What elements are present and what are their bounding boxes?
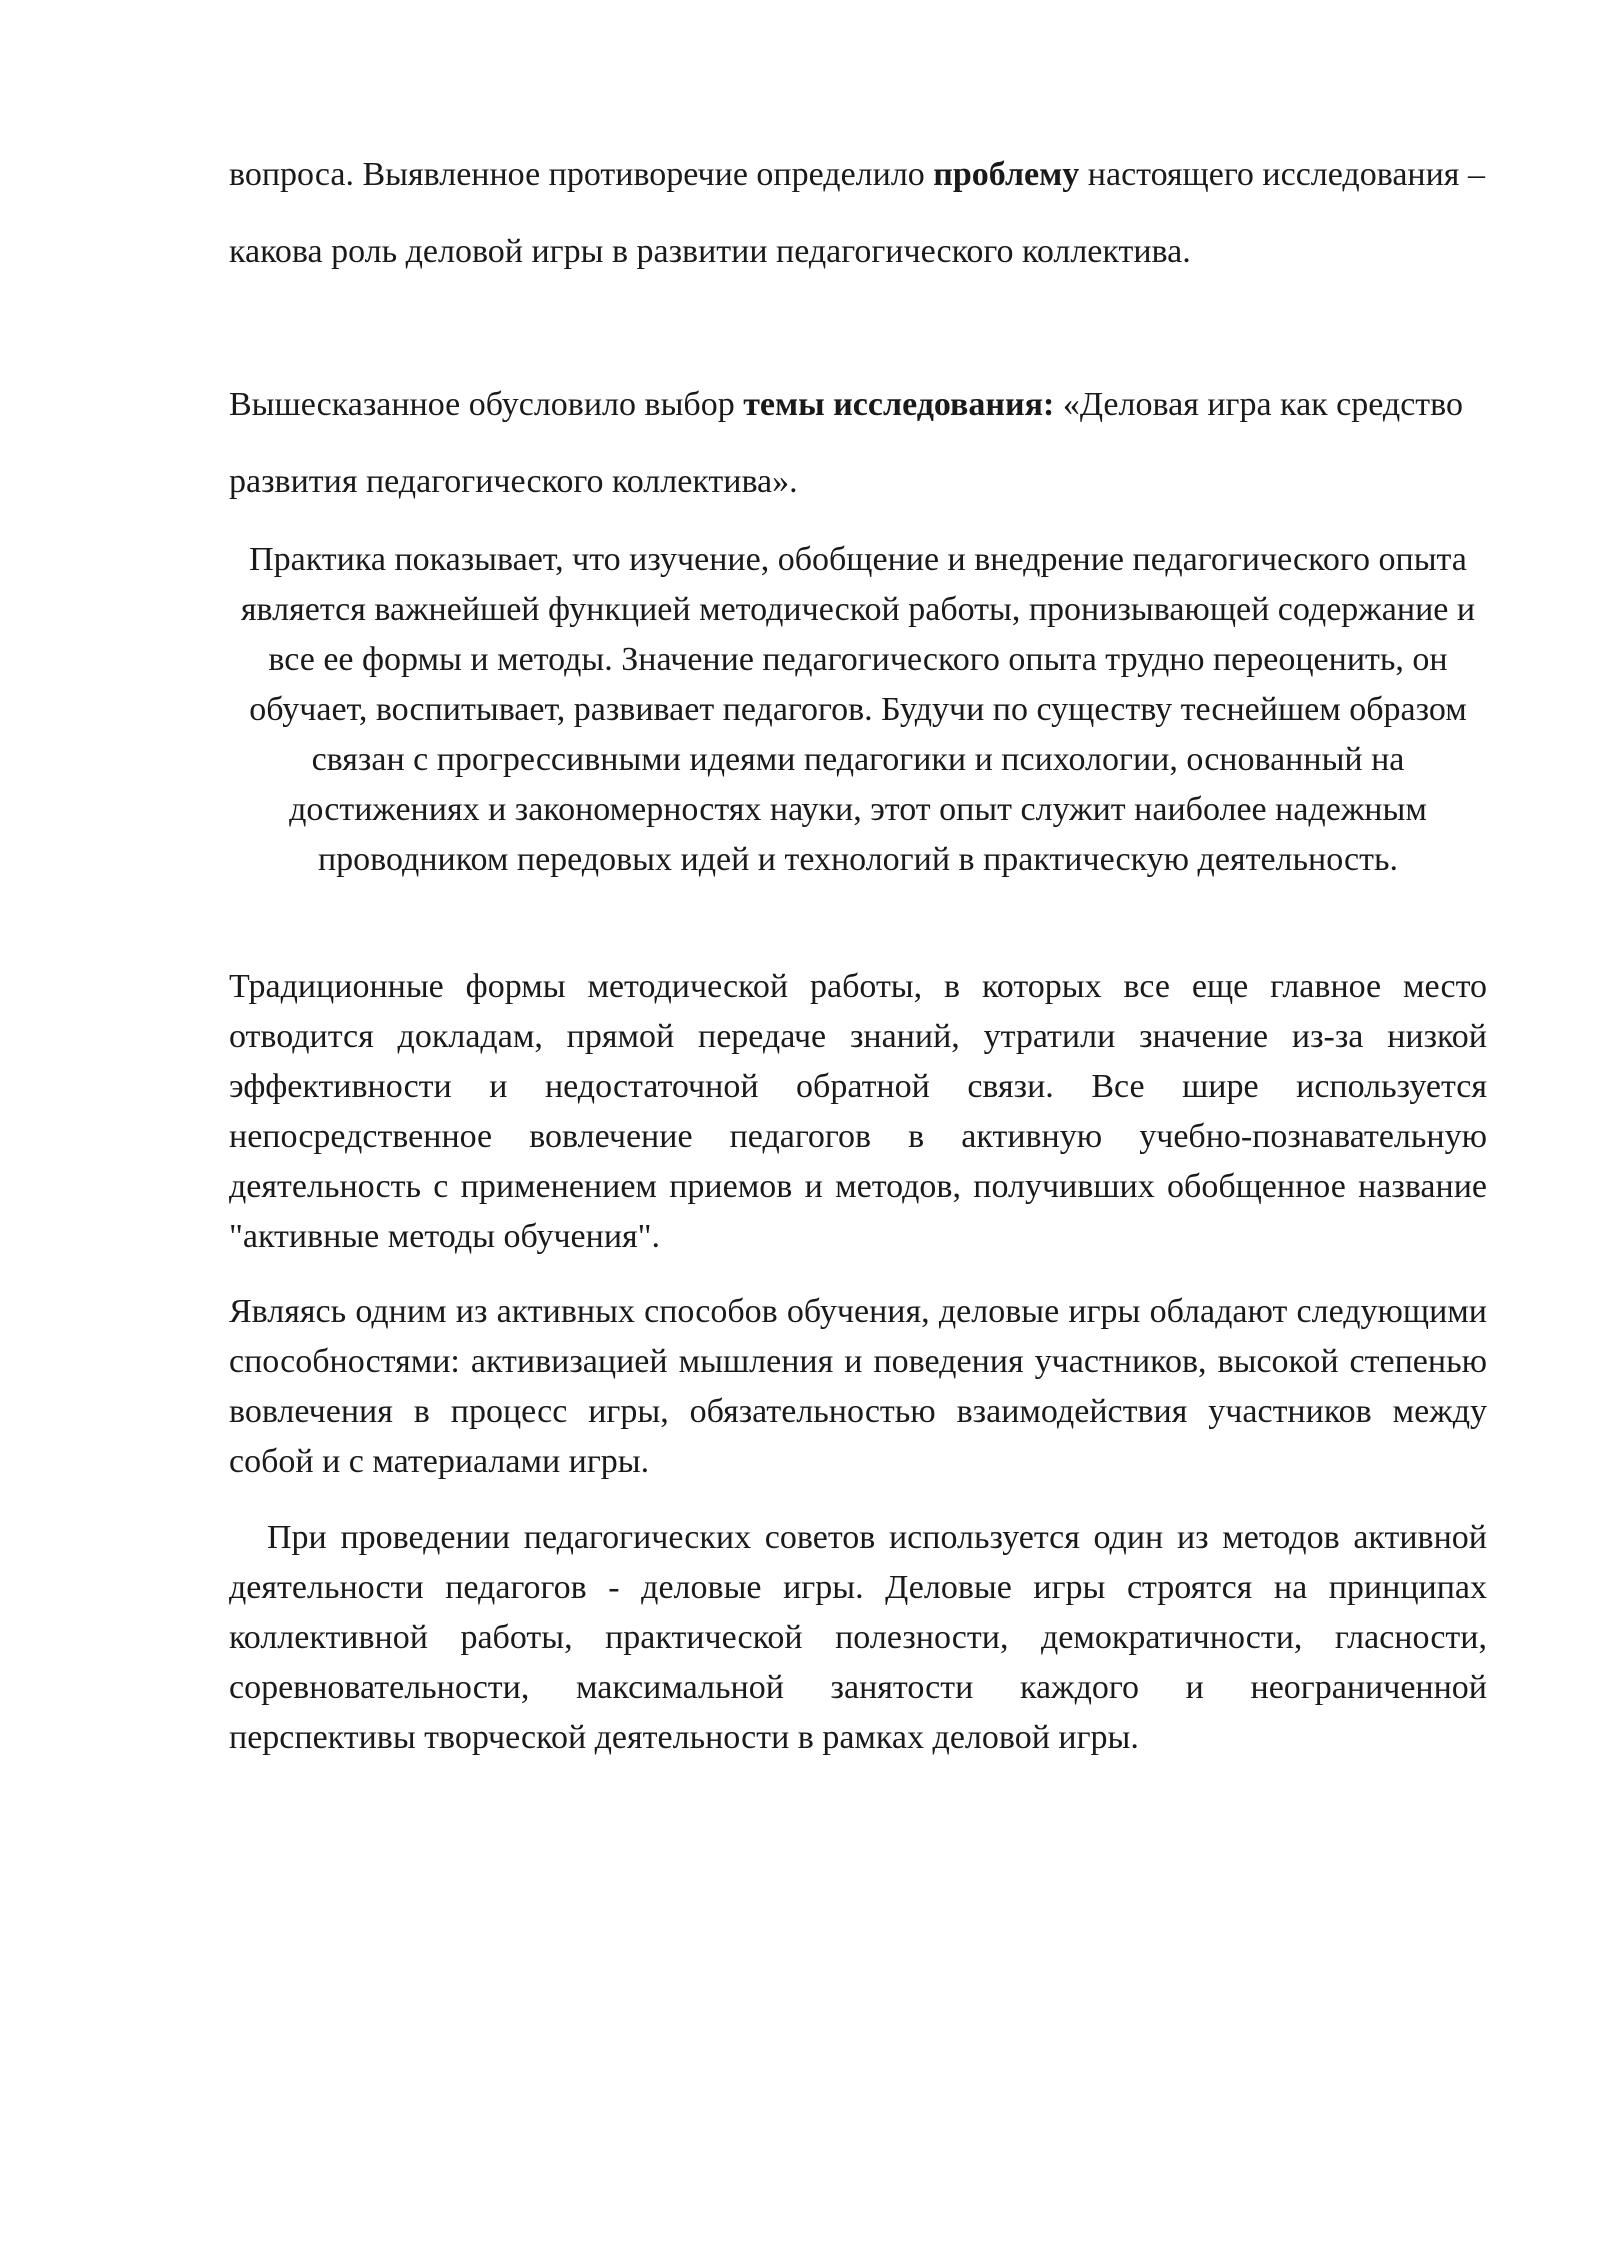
topic-text-after: «Деловая игра как средство развития педагогического коллектива». [229, 386, 1463, 500]
paragraph-active-learning: Являясь одним из активных способов обучения, деловые игры обладают следующими способностями: активизацией мышления и поведения участников, высокой степенью вовлечения в процесс игры, обязательностью взаимодействия участников между собой и с материалами игры. [229, 1293, 1487, 1480]
problem-text-before: вопроса. Выявленное противоречие определило [229, 156, 934, 193]
problem-text-after: настоящего исследования – какова роль деловой игры в развитии педагогического коллектива. [229, 156, 1485, 270]
problem-bold-term: проблему [933, 156, 1080, 193]
paragraph-topic [229, 366, 1487, 520]
paragraph-pedagogical-councils: При проведении педагогических советов используется один из методов активной деятельности педагогов - деловые игры. Деловые игры строятся на принципах коллективной работы, практической полезности, демократичности, гласности, соревновательности, максимальной занятости каждого и неограниченной перспективы творческой деятельности в рамках деловой игры. [229, 1519, 1487, 1756]
paragraph-traditional-methods: Традиционные формы методической работы, в которых все еще главное место отводится докладам, прямой передаче знаний, утратили значение из-за низкой эффективности и недостаточной обратной связи. Все шире используется непосредственное вовлечение педагогов в активную учебно-познавательную деятельность с применением приемов и методов, получивших обобщенное название "активные методы обучения". [229, 968, 1487, 1255]
topic-bold-term: темы исследования: [743, 386, 1055, 423]
paragraph-practice: Практика показывает, что изучение, обобщение и внедрение педагогического опыта является важнейшей функцией методической работы, пронизывающей содержание и все ее формы и методы. Значение педагогического опыта трудно переоценить, он обучает, воспитывает, развивает педагогов. Будучи по существу теснейшем образом связан с прогрессивными идеями педагогики и психологии, основанный на достижениях и закономерностях науки, этот опыт служит наиболее надежным проводником передовых идей и технологий в практическую деятельность. [240, 541, 1476, 878]
topic-text-before: Вышесказанное обусловило выбор [229, 386, 744, 423]
paragraph-problem [229, 136, 1487, 290]
